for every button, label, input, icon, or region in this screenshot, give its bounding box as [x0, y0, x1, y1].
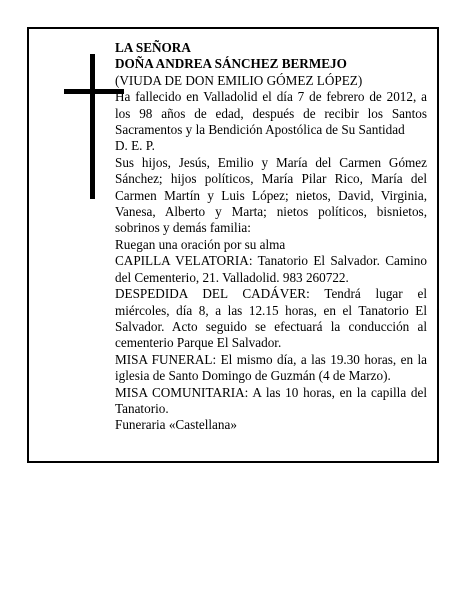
prayer-request: Ruegan una oración por su alma — [115, 236, 286, 252]
obituary-text — [115, 40, 427, 434]
death-paragraph: Ha fallecido en Valladolid el día 7 de febrero de 2012, a los 98 años de edad, después de recibir los Santos Sacramentos y la Bendición Apostólica de Su Santidad — [115, 89, 427, 138]
chapel-paragraph: CAPILLA VELATORIA: Tanatorio El Salvador. Camino del Cementerio, 21. Valladolid. 983 260722. — [115, 253, 427, 285]
obituary-notice-frame — [27, 27, 439, 463]
deceased-name: DOÑA ANDREA SÁNCHEZ BERMEJO — [115, 56, 347, 72]
cross-vertical-bar — [90, 54, 95, 199]
community-mass-paragraph: MISA COMUNITARIA: A las 10 horas, en la capilla del Tanatorio. — [115, 384, 427, 416]
funeral-mass-paragraph: MISA FUNERAL: El mismo día, a las 19.30 horas, en la iglesia de Santo Domingo de Guzmán (4 de Marzo). — [115, 351, 427, 384]
family-paragraph: Sus hijos, Jesús, Emilio y María del Carmen Gómez Sánchez; hijos políticos, María Pilar Rico, María del Carmen Martín y Luis López; nietos, David, Virginia, Vanesa, Alberto y Marta; nietos políticos, bisnietos, sobrinos y demás familia: — [115, 154, 427, 236]
rip-line: D. E. P. — [115, 138, 155, 154]
farewell-paragraph: DESPEDIDA DEL CADÁVER: Tendrá lugar el miércoles, día 8, a las 12.15 horas, en el Tanatorio El Salvador. Acto seguido se efectuará la conducción al cementerio Parque El Salvador. — [115, 286, 427, 351]
notice-title: LA SEÑORA — [115, 40, 191, 55]
funeral-home: Funeraria «Castellana» — [115, 417, 237, 433]
widow-line: (VIUDA DE DON EMILIO GÓMEZ LÓPEZ) — [115, 72, 363, 88]
